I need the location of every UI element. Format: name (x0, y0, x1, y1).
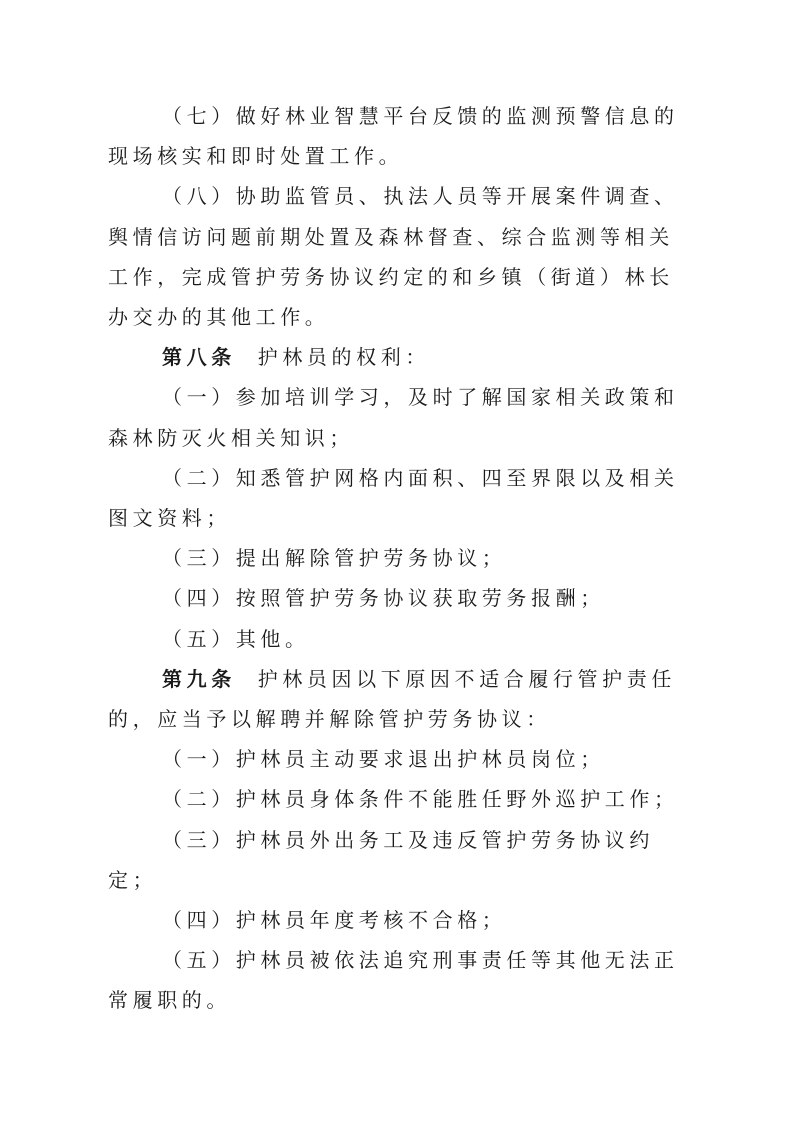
paragraph-text: 护林员的权利： (235, 345, 430, 370)
document-body (108, 96, 688, 1021)
dismissal-item-2 (108, 779, 688, 819)
rights-item-4 (108, 578, 688, 618)
paragraph-text: （五）护林员被依法追究刑事责任等其他无法正常履职的。 (108, 948, 679, 1013)
dismissal-item-3 (108, 820, 688, 900)
paragraph-text: （二）知悉管护网格内面积、四至界限以及相关图文资料； (108, 465, 679, 531)
paragraph-text: 护林员因以下原因不适合履行管护责任的，应当予以解聘并解除管护劳务协议： (108, 666, 676, 732)
dismissal-item-1 (108, 739, 688, 779)
paragraph-text: （四）按照管护劳务协议获取劳务报酬； (162, 586, 605, 611)
paragraph-item-8 (108, 176, 688, 337)
paragraph-text: （八）协助监管员、执法人员等开展案件调查、舆情信访问题前期处置及森林督查、综合监测等相关工作，完成管护劳务协议约定的和乡镇（街道）林长办交办的其他工作。 (108, 184, 679, 330)
article-9-paragraph (108, 659, 688, 739)
article-8-paragraph (108, 337, 688, 377)
paragraph-text: （一）护林员主动要求退出护林员岗位； (162, 747, 605, 772)
paragraph-text: （二）护林员身体条件不能胜任野外巡护工作； (162, 787, 679, 812)
paragraph-text: （三）提出解除管护劳务协议； (162, 546, 507, 571)
dismissal-item-5 (108, 940, 688, 1020)
paragraph-item-7 (108, 96, 688, 176)
article-8-heading: 第八条 (162, 345, 236, 370)
rights-item-2 (108, 458, 688, 538)
paragraph-text: （七）做好林业智慧平台反馈的监测预警信息的现场核实和即时处置工作。 (108, 104, 679, 169)
paragraph-text: （四）护林员年度考核不合格； (162, 908, 507, 933)
rights-item-3 (108, 538, 688, 578)
article-9-heading: 第九条 (162, 666, 236, 691)
dismissal-item-4 (108, 900, 688, 940)
rights-item-5 (108, 619, 688, 659)
rights-item-1 (108, 377, 688, 457)
paragraph-text: （三）护林员外出务工及违反管护劳务协议约定； (108, 827, 654, 892)
paragraph-text: （五）其他。 (162, 626, 310, 651)
paragraph-text: （一）参加培训学习，及时了解国家相关政策和森林防灭火相关知识； (108, 385, 679, 450)
